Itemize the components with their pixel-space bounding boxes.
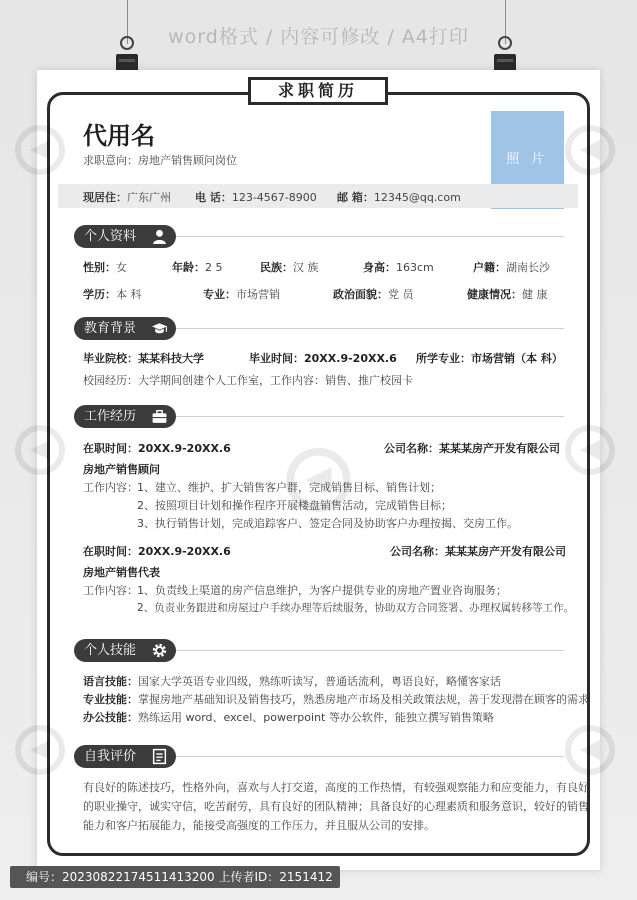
graduation-cap-icon — [151, 320, 168, 337]
profile-hometown: 户籍：湖南长沙 — [473, 261, 550, 274]
watermark-icon — [560, 120, 630, 180]
job-duty: 2、按照项目计划和操作程序开展楼盘销售活动，完成销售目标； — [137, 499, 452, 512]
job-role: 房地产销售顾问 — [83, 463, 160, 476]
profile-health: 健康情况：健 康 — [467, 288, 548, 301]
job-role: 房地产销售代表 — [83, 566, 160, 579]
profile-major: 专业：市场营销 — [203, 288, 280, 301]
edu-grad-time: 毕业时间：20XX.9-20XX.6 — [249, 352, 397, 365]
self-eval-line: 能力和客户拓展能力，能接受高强度的工作压力，并且服从公司的安排。 — [83, 819, 435, 832]
person-icon — [151, 228, 168, 245]
section-work: 工作经历 — [74, 405, 176, 428]
watermark-icon — [10, 120, 80, 180]
watermark-icon — [10, 720, 80, 780]
job-content-label: 工作内容： — [83, 481, 138, 494]
skill-professional: 专业技能：掌握房地产基础知识及销售技巧，熟悉房地产市场及相关政策法规，善于发现潜在顾客的需求 — [83, 693, 589, 706]
job-company: 公司名称：某某某房产开发有限公司 — [384, 442, 560, 455]
edu-major: 所学专业：市场营销（本 科） — [416, 352, 563, 365]
profile-age: 年龄：2 5 — [172, 261, 223, 274]
watermark-icon — [10, 420, 80, 480]
profile-political: 政治面貌：党 员 — [333, 288, 414, 301]
candidate-name: 代用名 — [83, 122, 155, 150]
contact-residence: 现居住：广东广州 — [83, 191, 171, 204]
section-divider — [176, 416, 564, 417]
job-duty: 3、执行销售计划，完成追踪客户、签定合同及协助客户办理按揭、交房工作。 — [137, 517, 518, 530]
self-eval-line: 的职业操守，诚实守信，吃苦耐劳，具有良好的团队精神；具备良好的心理素质和服务意识，较好的销售 — [83, 800, 589, 813]
section-skills: 个人技能 — [74, 639, 176, 662]
photo-placeholder[interactable]: 照 片 — [491, 111, 564, 209]
watermark-icon — [560, 720, 630, 780]
job-content-label: 工作内容： — [83, 584, 138, 597]
job-time: 在职时间：20XX.9-20XX.6 — [83, 442, 231, 455]
skill-language: 语言技能：国家大学英语专业四级，熟练听读写，普通话流利，粤语良好，略懂客家话 — [83, 675, 501, 688]
job-duty: 1、建立、维护、扩大销售客户群，完成销售目标、销售计划； — [137, 481, 441, 494]
job-duty: 1、负责线上渠道的房产信息维护，为客户提供专业的房地产置业咨询服务； — [137, 584, 507, 597]
footer — [0, 862, 637, 900]
edu-school: 毕业院校：某某科技大学 — [83, 352, 204, 365]
job-time: 在职时间：20XX.9-20XX.6 — [83, 545, 231, 558]
job-duty: 2、负责业务跟进和房屋过户手续办理等后续服务，协助双方合同签署、办理权属转移等工作。 — [137, 602, 575, 614]
profile-ethnicity: 民族：汉 族 — [260, 261, 319, 274]
job-intent: 求职意向：房地产销售顾问岗位 — [83, 154, 237, 167]
profile-height: 身高：163cm — [363, 261, 434, 274]
contact-email: 邮 箱：12345@qq.com — [337, 191, 461, 204]
section-divider — [176, 756, 564, 757]
document-icon — [151, 748, 168, 765]
job-company: 公司名称：某某某房产开发有限公司 — [390, 545, 566, 558]
briefcase-icon — [151, 408, 168, 425]
doc-title: 求职简历 — [248, 77, 388, 105]
self-eval-line: 有良好的陈述技巧，性格外向，喜欢与人打交道，高度的工作热情，有较强观察能力和应变能力，有良好 — [83, 781, 589, 794]
gear-icon — [151, 642, 168, 659]
template-banner: word格式 / 内容可修改 / A4打印 — [168, 26, 469, 48]
edu-campus: 校园经历：大学期间创建个人工作室，工作内容：销售、推广校园卡 — [83, 374, 413, 387]
profile-gender: 性别：女 — [83, 261, 127, 274]
section-divider — [176, 328, 564, 329]
contact-phone: 电 话：123-4567-8900 — [195, 191, 317, 204]
skill-office: 办公技能：熟练运用 word、excel、powerpoint 等办公软件，能独立撰写销售策略 — [83, 711, 494, 724]
profile-degree: 学历：本 科 — [83, 288, 142, 301]
section-divider — [176, 236, 564, 237]
watermark-icon — [560, 420, 630, 480]
section-divider — [176, 650, 564, 651]
section-self-eval: 自我评价 — [74, 745, 176, 768]
section-education: 教育背景 — [74, 317, 176, 340]
section-profile: 个人资料 — [74, 225, 176, 248]
upload-info: 编号：20230822174511413200 上传者ID：2151412 — [10, 866, 340, 888]
